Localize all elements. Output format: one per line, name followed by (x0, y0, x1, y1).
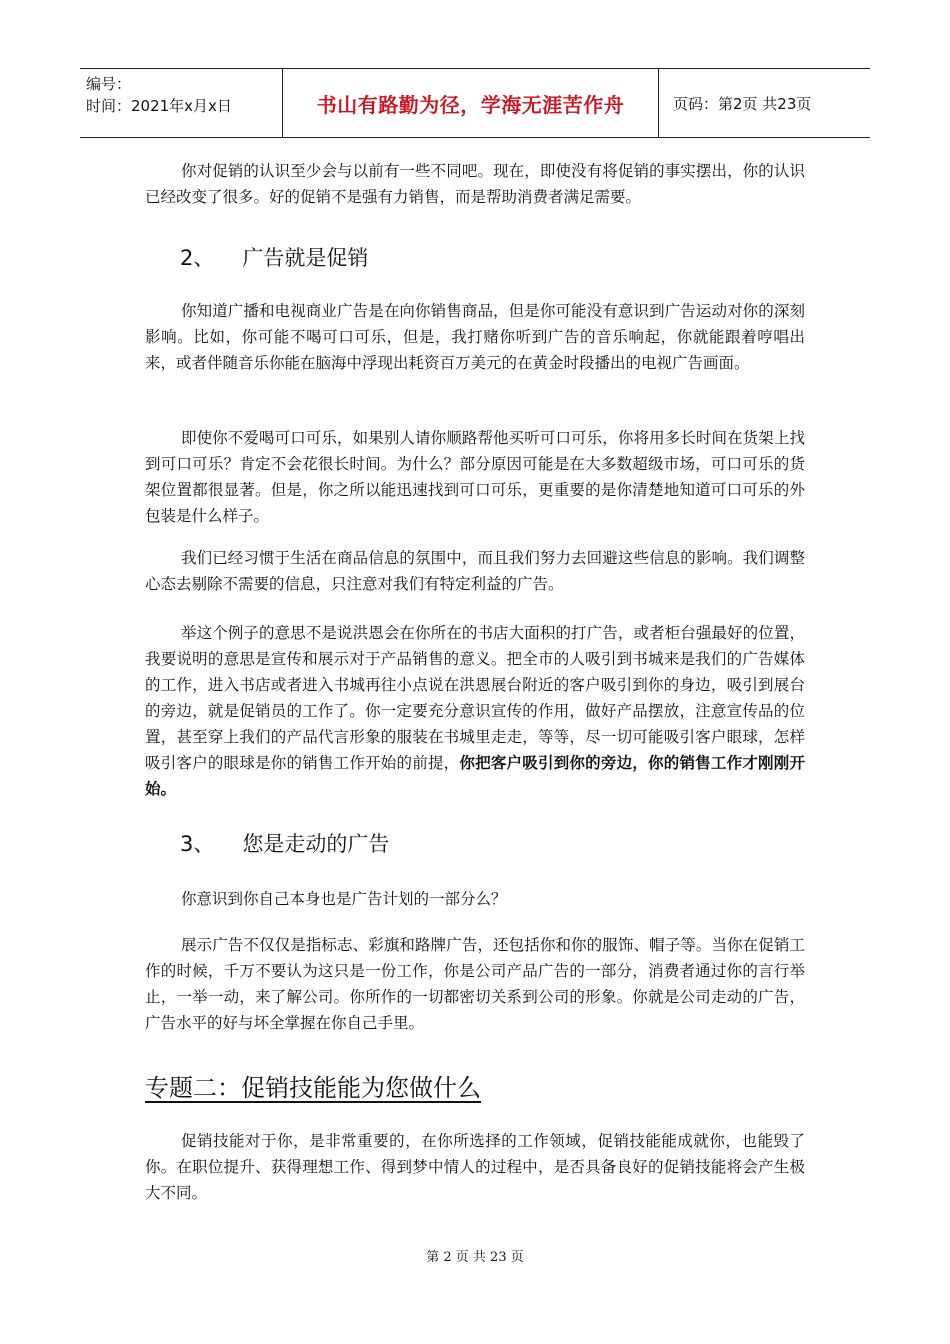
paragraph: 你意识到你自己本身也是广告计划的一部分么？ (181, 890, 507, 908)
emphasis-text: 你把客户吸引到你的旁边，你的销售工作才刚刚开始。 (145, 754, 805, 798)
section-heading-3 (180, 828, 389, 858)
paragraph: 你知道广播和电视商业广告是在向你销售商品，但是你可能没有意识到广告运动对你的深刻影响。比如，你可能不喝可口可乐，但是，我打赌你听到广告的音乐响起，你就能跟着哼唱出来，或者伴随音乐你能在脑海中浮现出耗资百万美元的在黄金时段播出的电视广告画面。 (145, 302, 805, 372)
paragraph: 即使你不爱喝可口可乐，如果别人请你顺路帮他买听可口可乐，你将用多长时间在货架上找到可口可乐？肯定不会花很长时间。为什么？部分原因可能是在大多数超级市场，可口可乐的货架位置都很显著。但是，你之所以能迅速找到可口可乐，更重要的是你清楚地知道可口可乐的外包装是什么样子。 (145, 429, 805, 525)
page-info-text: 页码：第2页 共23页 (673, 94, 812, 113)
topic-heading: 专题二：促销技能能为您做什么 (145, 1074, 481, 1102)
number-label: 编号： (86, 75, 132, 93)
page-footer: 第 2 页 共 23 页 (426, 1250, 524, 1265)
paragraph-text: 举这个例子的意思不是说洪恩会在你所在的书店大面积的打广告，或者柜台强最好的位置，我要说明的意思是宣传和展示对于产品销售的意义。把全市的人吸引到书城来是我们的广告媒体的工作，进入书店或者进入书城再往小点说在洪恩展台附近的客户吸引到你的身边，吸引到展台的旁边，就是促销员的工作了。你一定要充分意识宣传的作用，做好产品摆放，注意宣传品的位置，甚至穿上我们的产品代言形象的服装在书城里走走，等等，尽一切可能吸引客户眼球，怎样吸引客户的眼球是你的销售工作开始的前提， (145, 624, 805, 772)
section-heading-2 (180, 242, 368, 272)
section-number: 2、 (180, 246, 215, 270)
time-label: 时间：2021年x月x日 (86, 97, 232, 115)
header-motto-cell (283, 69, 659, 137)
page-header (80, 68, 870, 138)
paragraph (145, 620, 805, 802)
motto-text: 书山有路勤为径，学海无涯苦作舟 (316, 92, 625, 117)
header-page-info (659, 69, 870, 137)
paragraph: 我们已经习惯于生活在商品信息的氛围中，而且我们努力去回避这些信息的影响。我们调整心态去剔除不需要的信息，只注意对我们有特定利益的广告。 (145, 549, 805, 593)
paragraph: 促销技能对于你，是非常重要的，在你所选择的工作领域，促销技能能成就你，也能毁了你。在职位提升、获得理想工作、得到梦中情人的过程中，是否具备良好的促销技能将会产生极大不同。 (145, 1132, 805, 1202)
paragraph-intro: 你对促销的认识至少会与以前有一些不同吧。现在，即使没有将促销的事实摆出，你的认识已经改变了很多。好的促销不是强有力销售，而是帮助消费者满足需要。 (145, 162, 805, 206)
section-number: 3、 (180, 832, 215, 856)
section-title: 广告就是促销 (242, 246, 369, 270)
paragraph: 展示广告不仅仅是指标志、彩旗和路牌广告，还包括你和你的服饰、帽子等。当你在促销工作的时候，千万不要认为这只是一份工作，你是公司产品广告的一部分，消费者通过你的言行举止，一举一动，来了解公司。你所作的一切都密切关系到公司的形象。你就是公司走动的广告，广告水平的好与坏全掌握在你自己手里。 (145, 936, 805, 1032)
header-meta (80, 69, 283, 137)
section-title: 您是走动的广告 (242, 832, 390, 856)
